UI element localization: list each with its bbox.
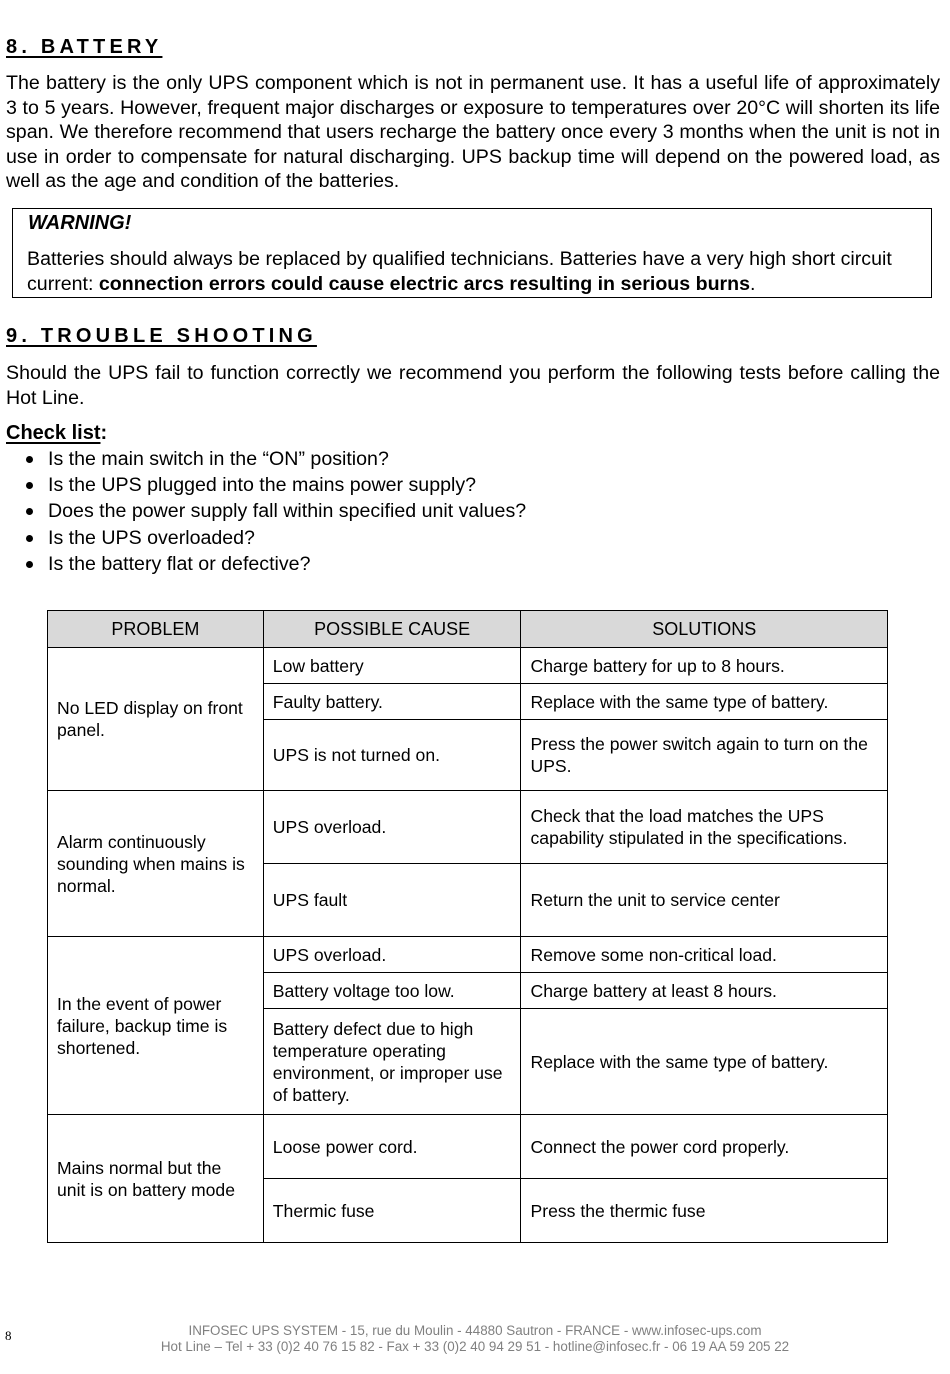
problem-cell: No LED display on front panel. <box>48 648 264 791</box>
solution-cell: Press the thermic fuse <box>521 1179 888 1243</box>
bullet-icon <box>26 535 33 542</box>
checklist-item <box>0 472 526 498</box>
solution-cell: Replace with the same type of battery. <box>521 684 888 720</box>
cause-cell: Low battery <box>263 648 521 684</box>
checklist-title-colon: : <box>100 422 108 444</box>
troubleshooting-section-heading: 9. TROUBLE SHOOTING <box>6 325 317 347</box>
cause-cell: Loose power cord. <box>263 1115 521 1179</box>
header-problem: PROBLEM <box>48 611 264 648</box>
header-possible-cause: POSSIBLE CAUSE <box>263 611 521 648</box>
checklist-item <box>0 551 526 577</box>
checklist-item-text: Is the UPS overloaded? <box>48 526 255 549</box>
solution-cell: Remove some non-critical load. <box>521 937 888 973</box>
cause-cell: UPS is not turned on. <box>263 720 521 791</box>
cause-cell: Battery defect due to high temperature operating environment, or improper use of battery. <box>263 1009 521 1115</box>
solution-cell: Return the unit to service center <box>521 864 888 937</box>
solution-cell: Press the power switch again to turn on the UPS. <box>521 720 888 791</box>
header-solutions: SOLUTIONS <box>521 611 888 648</box>
footer-line-1: INFOSEC UPS SYSTEM - 15, rue du Moulin - 44880 Sautron - FRANCE - www.infosec-ups.com <box>188 1323 762 1338</box>
checklist-item-text: Does the power supply fall within specified unit values? <box>48 500 527 523</box>
table-row <box>48 1115 888 1179</box>
solution-cell: Replace with the same type of battery. <box>521 1009 888 1115</box>
checklist-title-text: Check list <box>6 422 101 444</box>
checklist-title <box>6 422 107 445</box>
warning-text <box>27 247 927 297</box>
checklist <box>0 446 526 577</box>
checklist-item <box>0 525 526 551</box>
cause-cell: Faulty battery. <box>263 684 521 720</box>
warning-text-plain: Batteries should always be replaced by qualified technicians. Batteries have a very high short circuit current: <box>27 248 892 295</box>
warning-text-bold: connection errors could cause electric arcs resulting in serious burns <box>98 273 751 295</box>
troubleshooting-paragraph: Should the UPS fail to function correctly we recommend you perform the following tests before calling the Hot Line. <box>6 362 940 409</box>
checklist-item-text: Is the main switch in the “ON” position? <box>48 448 389 470</box>
cause-cell: UPS overload. <box>263 937 521 973</box>
problem-cell: Mains normal but the unit is on battery mode <box>48 1115 264 1243</box>
checklist-item-text: Is the UPS plugged into the mains power supply? <box>48 474 477 497</box>
checklist-item-text: Is the battery flat or defective? <box>48 552 311 575</box>
checklist-item <box>0 498 526 524</box>
table-header-row <box>48 611 888 648</box>
problem-cell: In the event of power failure, backup time is shortened. <box>48 937 264 1115</box>
table-row <box>48 648 888 684</box>
warning-text-end: . <box>750 273 756 295</box>
table-row <box>48 937 888 973</box>
cause-cell: Battery voltage too low. <box>263 973 521 1009</box>
bullet-icon <box>26 482 33 489</box>
warning-title: WARNING! <box>28 212 132 234</box>
problem-cell: Alarm continuously sounding when mains is normal. <box>48 791 264 937</box>
battery-section-heading: 8. BATTERY <box>6 36 163 58</box>
page-number: 8 <box>5 1328 12 1343</box>
solution-cell: Charge battery for up to 8 hours. <box>521 648 888 684</box>
troubleshooting-table <box>47 610 888 1243</box>
warning-box <box>12 208 932 298</box>
cause-cell: UPS fault <box>263 864 521 937</box>
bullet-icon <box>26 508 33 515</box>
solution-cell: Charge battery at least 8 hours. <box>521 973 888 1009</box>
solution-cell: Check that the load matches the UPS capability stipulated in the specifications. <box>521 791 888 864</box>
solution-cell: Connect the power cord properly. <box>521 1115 888 1179</box>
footer-line-2: Hot Line – Tel + 33 (0)2 40 76 15 82 - Fax + 33 (0)2 40 94 29 51 - hotline@infosec.fr - 06 19 AA 59 205 22 <box>160 1339 790 1354</box>
cause-cell: UPS overload. <box>263 791 521 864</box>
table-row <box>48 791 888 864</box>
bullet-icon <box>26 456 33 463</box>
battery-paragraph: The battery is the only UPS component which is not in permanent use. It has a useful life of approximately 3 to 5 years. However, frequent major discharges or exposure to temperatures over 20°C will shorten its life span. We therefore recommend that users recharge the battery once every 3 months when the unit is not in use in order to compensate for natural discharging. UPS backup time will depend on the powered load, as well as the age and condition of the batteries. <box>6 72 940 193</box>
bullet-icon <box>26 561 33 568</box>
cause-cell: Thermic fuse <box>263 1179 521 1243</box>
checklist-item <box>0 446 526 472</box>
